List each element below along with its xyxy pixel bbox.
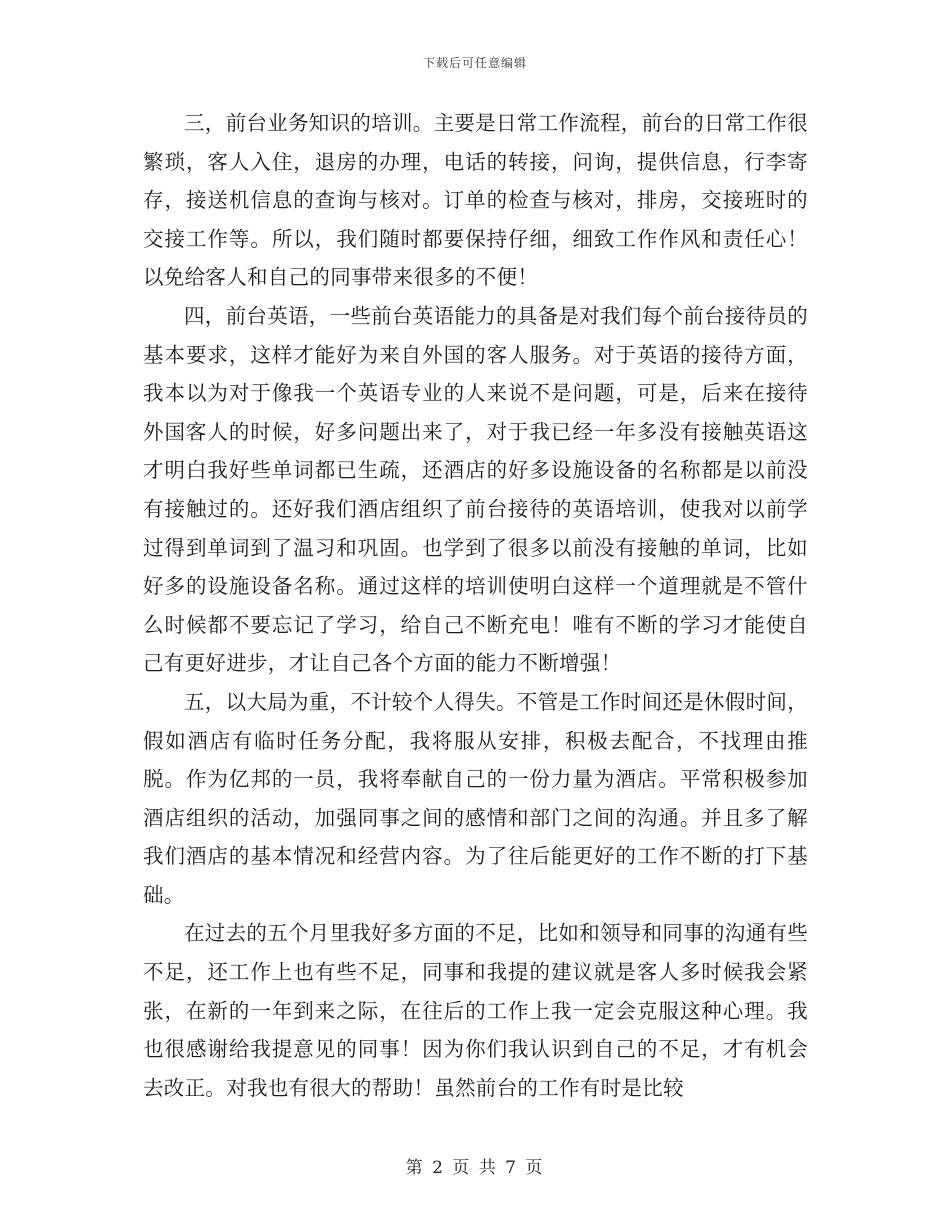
- page-number: 第 2 页 共 7 页: [405, 1158, 545, 1178]
- paragraph-training-business: 三，前台业务知识的培训。主要是日常工作流程，前台的日常工作很繁琐，客人入住，退房的办理，电话的转接，问询，提供信息，行李寄存，接送机信息的查询与核对。订单的检查与核对，排房，交接班时的交接工作等。所以，我们随时都要保持仔细，细致工作作风和责任心！以免给客人和自己的同事带来很多的不便！: [143, 111, 808, 290]
- paragraph-shortcomings: 在过去的五个月里我好多方面的不足，比如和领导和同事的沟通有些不足，还工作上也有些不足，同事和我提的建议就是客人多时候我会紧张，在新的一年到来之际，在往后的工作上我一定会克服这种心理。我也很感谢给我提意见的同事！因为你们我认识到自己的不足，才有机会去改正。对我也有很大的帮助！虽然前台的工作有时是比较: [143, 921, 808, 1100]
- page-header: 下载后可任意编辑: [422, 56, 527, 70]
- paragraph-english: 四，前台英语，一些前台英语能力的具备是对我们每个前台接待员的基本要求，这样才能好为来自外国的客人服务。对于英语的接待方面，我本以为对于像我一个英语专业的人来说不是问题，可是，后来在接待外国客人的时候，好多问题出来了，对于我已经一年多没有接触英语这才明白我好些单词都已生疏，还酒店的好多设施设备的名称都是以前没有接触过的。还好我们酒店组织了前台接待的英语培训，使我对以前学过得到单词到了温习和巩固。也学到了很多以前没有接触的单词，比如好多的设施设备名称。通过这样的培训使明白这样一个道理就是不管什么时候都不要忘记了学习，给自己不断充电！唯有不断的学习才能使自己有更好进步，才让自己各个方面的能力不断增强！: [143, 303, 808, 676]
- paragraph-overall-interest: 五，以大局为重，不计较个人得失。不管是工作时间还是休假时间，假如酒店有临时任务分配，我将服从安排，积极去配合，不找理由推脱。作为亿邦的一员，我将奉献自己的一份力量为酒店。平常积极参加酒店组织的活动，加强同事之间的感情和部门之间的沟通。并且多了解我们酒店的基本情况和经营内容。为了往后能更好的工作不断的打下基础。: [143, 689, 808, 907]
- document-body: [143, 104, 808, 1107]
